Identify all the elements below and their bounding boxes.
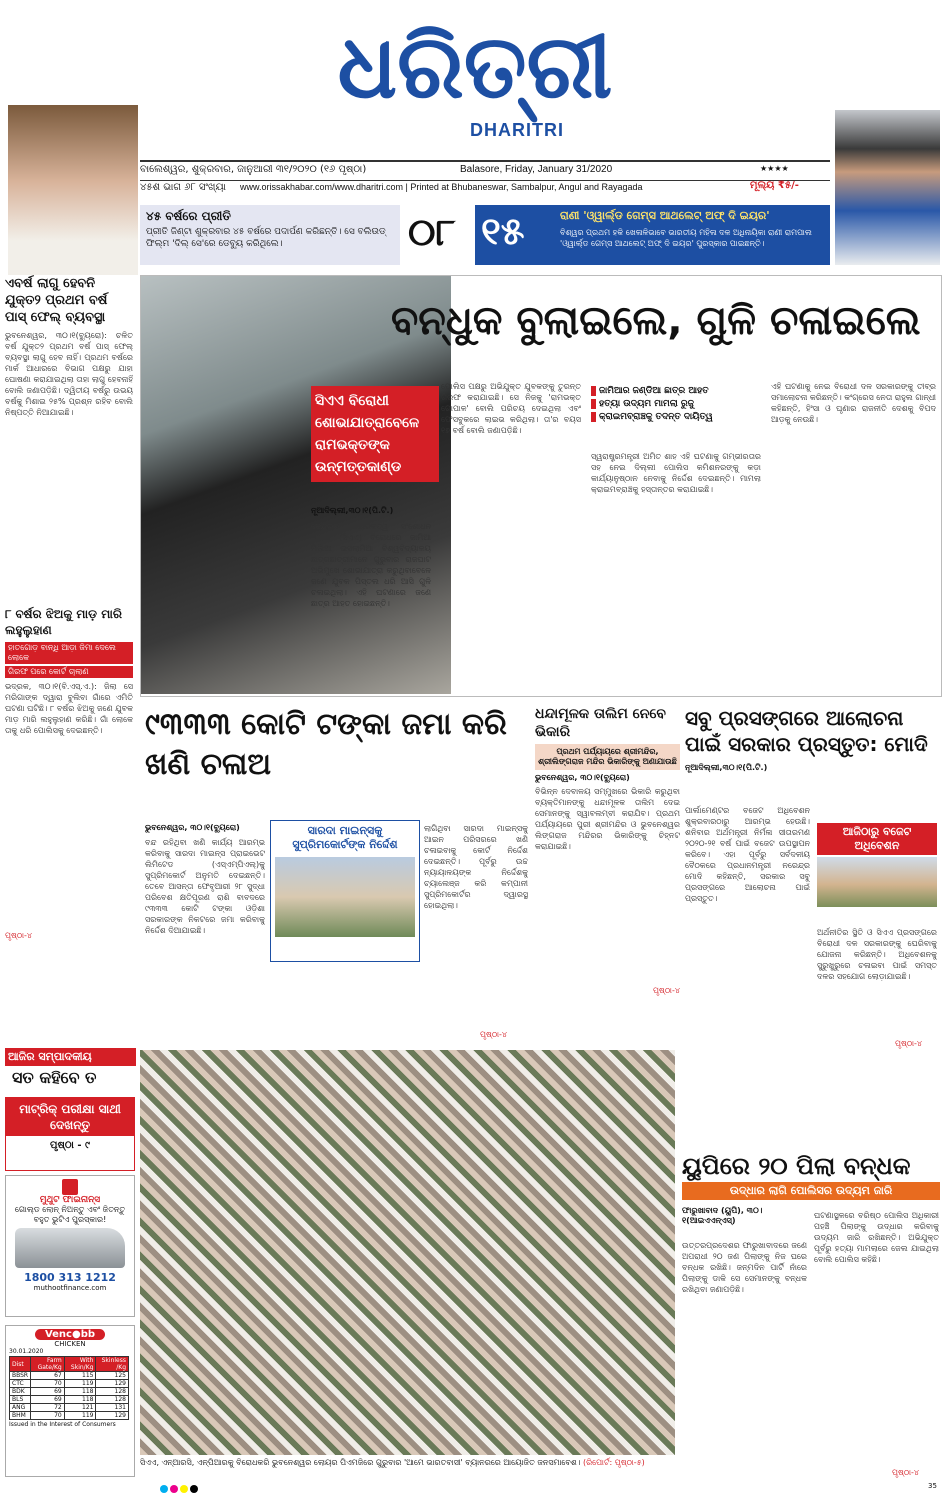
vencobb-box xyxy=(5,1325,135,1477)
up-body-2: ଘଟଣାସ୍ଥଳରେ ବରିଷ୍ଠ ପୋଲିସ ଅଧିକାରୀ ପହଞ୍ଚି ପିଲାଙ୍କୁ ଉଦ୍ଧାର କରିବାକୁ ଉଦ୍ୟମ ଜାରି ରଖିଛନ୍ତି। ଅଭିଯୁକ୍ତ ପୂର୍ବରୁ ହତ୍ୟା ମାମଲାରେ ଜେଲ ଯାଇଥିଲା ବୋଲି ପୋଲିସ କହିଛି। xyxy=(814,1211,939,1264)
up-story xyxy=(682,1150,940,1480)
mining-box xyxy=(270,820,420,962)
english-date: Balasore, Friday, January 31/2020 xyxy=(460,164,613,175)
lead-story xyxy=(140,275,942,697)
muthoot-brand: ମୁଥୁଟ ଫାଇନାନ୍ସ xyxy=(39,1195,101,1205)
cell: BLS xyxy=(10,1396,31,1404)
mining-story xyxy=(140,705,530,1045)
left-bullet-1: ହାତଗୋଡ଼ ବାନ୍ଧି ଆଡ଼ା ଜିମା ଦେଲେ ଲୋକେ xyxy=(5,642,133,664)
teaser-left[interactable] xyxy=(140,205,400,265)
table-row xyxy=(10,1396,129,1404)
cell: 121 xyxy=(64,1404,96,1412)
mining-headline[interactable]: ୯୩୩୩ କୋଟି ଟଙ୍କା ଜମା କରି ଖଣି ଚଳାଅ xyxy=(145,707,507,782)
matric-page: ପୃଷ୍ଠା - ୯ xyxy=(50,1140,90,1151)
training-dateline: ଭୁବନେଶ୍ୱର, ୩୦।୧(ବ୍ୟୁରୋ) xyxy=(535,773,630,782)
cell: 119 xyxy=(64,1380,96,1388)
lead-col-4: ଏହି ଘଟଣାକୁ ନେଇ ବିରୋଧୀ ଦଳ ସରକାରଙ୍କୁ ତୀବ୍ର ସମାଲୋଚନା କରିଛନ୍ତି। କଂଗ୍ରେସ ନେତା ରାହୁଲ ଗାନ୍ଧୀ କହିଛନ୍ତି, ହିଂସା ଓ ଘୃଣାର ରାଜନୀତି ଦେଶକୁ ବିପଦ ଆଡ଼କୁ ନେଉଛି। xyxy=(771,382,936,424)
issue-bar xyxy=(140,180,860,196)
edition-stars: ★★★★ xyxy=(760,164,789,173)
crowd-photo xyxy=(140,1050,675,1455)
lead-bullets xyxy=(591,386,761,422)
table-row xyxy=(10,1412,129,1420)
cell: 67 xyxy=(31,1372,65,1380)
left-continued[interactable]: ପୃଷ୍ଠା-୪ xyxy=(5,931,33,940)
teaser-left-title: ୪୫ ବର୍ଷରେ ପ୍ରୀତି xyxy=(146,209,231,223)
matric-box[interactable] xyxy=(5,1097,135,1171)
cell: 70 xyxy=(31,1380,65,1388)
masthead-logo xyxy=(290,12,660,132)
cell: 119 xyxy=(64,1412,96,1420)
muthoot-site: muthootfinance.com xyxy=(33,1284,107,1292)
cell: 131 xyxy=(96,1404,129,1412)
cell: 118 xyxy=(64,1396,96,1404)
cell: 69 xyxy=(31,1388,65,1396)
lead-bullet-2: ହତ୍ୟା ଉଦ୍ୟମ ମାମଲା ରୁଜୁ xyxy=(591,399,761,409)
price: ମୂଲ୍ୟ ₹୫/- xyxy=(750,180,799,191)
vencobb-date: 30.01.2020 xyxy=(9,1348,44,1355)
vencobb-brand: Venc●bb xyxy=(35,1329,105,1340)
training-continued[interactable]: ପୃଷ୍ଠା-୪ xyxy=(652,986,680,995)
cell: BBSR xyxy=(10,1372,31,1380)
editorial-label: ଆଜିର ସମ୍ପାଦକୀୟ xyxy=(5,1048,136,1066)
photo-caption-text: ସିଏଏ, ଏନ୍‌ଆରସି, ଏନ୍‌ପିଆରକୁ ବିରୋଧକରି ଭୁବନେଶ୍ୱର ଲୋୟର ପିଏମଜିରେ ଗୁରୁବାର 'ଆମେ ଭାରତବାସୀ' ବ୍ୟାନରରେ ଆୟୋଜିତ ଜନସମାବେଶ। xyxy=(140,1458,581,1467)
cell: CTC xyxy=(10,1380,31,1388)
lead-bullet-1: ଜାମିଆର ଜଣ୍ଡିଆ ଛାତ୍ର ଆହତ xyxy=(591,386,761,396)
teaser-page-left: ୦୮ xyxy=(408,210,456,254)
header-cell: Dist xyxy=(10,1357,31,1372)
mining-continued[interactable]: ପୃଷ୍ଠା-୪ xyxy=(480,1030,508,1039)
cell: 128 xyxy=(96,1388,129,1396)
teaser-left-body: ପ୍ରୀତି ଜିଣ୍ଟା ଶୁକ୍ରବାର ୪୫ ବର୍ଷରେ ପଦାର୍ପଣ କରିଛନ୍ତି। ସେ ବଲିଉଡ୍ ଫିଲ୍ମ 'ଦିଲ୍ ସେ'ରେ ଡେବ୍ୟୁ କରିଥିଲେ। xyxy=(146,227,386,249)
mining-dateline: ଭୁବନେଶ୍ୱର, ୩୦।୧(ବ୍ୟୁରୋ) xyxy=(145,823,240,832)
header-cell: Skinless /Kg xyxy=(96,1357,129,1372)
modi-body-2: ଅର୍ଥନୀତିର ସ୍ଥିତି ଓ ସିଏଏ ପ୍ରସଙ୍ଗରେ ବିରୋଧୀ ଦଳ ସରକାରଙ୍କୁ ଘେରିବାକୁ ଯୋଜନା କରିଛନ୍ତି। ଅଧିବେଶନକୁ ସୁରୁଖୁରୁରେ ଚଳାଇବା ପାଇଁ ସମସ୍ତ ଦଳର ସହଯୋଗ ଲୋଡ଼ାଯାଇଛି। xyxy=(817,928,937,981)
left-body: ଭୁବନେଶ୍ୱର, ୩୦।୧(ବ୍ୟୁରୋ): ଚଳିତ ବର୍ଷ ଯୁକ୍ତ୨ ପ୍ରଥମ ବର୍ଷ ପାସ୍ ଫେଲ୍ ବ୍ୟବସ୍ଥା ଲାଗୁ ହେବ ନାହିଁ। ପ୍ରଥମ ବର୍ଷରେ ମାର୍କ ଆଧାରରେ ବିଭାଗ ପକ୍ଷରୁ ଯାହା ଘୋଷଣା କରାଯାଇଥିଲା ତାହା ଲାଗୁ ହେବନାହିଁ ବୋଲି ଜଣାପଡ଼ିଛି। ଦ୍ୱିତୀୟ ବର୍ଷରୁ ଉଭୟ ବର୍ଷକୁ ମିଶାଇ ୨୫% ପ୍ରଶ୍ନ ରହିବ ବୋଲି ନିଷ୍ପତ୍ତି ନିଆଯାଇଛି। xyxy=(5,331,133,417)
matric-title: ମାଟ୍ରିକ୍ ପରୀକ୍ଷା ସାଥୀ ଦେଖନ୍ତୁ xyxy=(6,1098,134,1136)
teaser-page-right: ୧୫ xyxy=(481,209,525,253)
cell: 69 xyxy=(31,1396,65,1404)
table-row xyxy=(10,1372,129,1380)
up-subhead: ଉଦ୍ଧାର ଲାଗି ପୋଲିସର ଉଦ୍ୟମ ଜାରି xyxy=(682,1182,940,1200)
lead-col-3: ସ୍ୱରାଷ୍ଟ୍ରମନ୍ତ୍ରୀ ଅମିତ ଶାହ ଏହି ଘଟଣାକୁ ଗମ୍ଭୀରତାର ସହ ନେଇ ଦିଲ୍ଲୀ ପୋଲିସ କମିଶନରଙ୍କୁ କଡ଼ା କାର୍ଯ୍ୟାନୁଷ୍ଠାନ ନେବାକୁ ନିର୍ଦ୍ଦେଶ ଦେଇଛନ୍ତି। ମାମଲା କ୍ରାଇମବ୍ରାଞ୍ଚକୁ ହସ୍ତାନ୍ତର କରାଯାଇଛି। xyxy=(591,452,761,494)
photo-credit[interactable]: (ରିପୋର୍ଟ: ପୃଷ୍ଠା-୫) xyxy=(582,1458,645,1467)
modi-headline[interactable]: ସବୁ ପ୍ରସଙ୍ଗରେ ଆଲୋଚନା ପାଇଁ ସରକାର ପ୍ରସ୍ତୁତ: ମୋଦି xyxy=(685,706,928,756)
training-body: ବିଭିନ୍ନ ଦେବାଳୟ ସମ୍ମୁଖରେ ଭିକାରି କରୁଥିବା ବ୍ୟକ୍ତିମାନଙ୍କୁ ଧନ୍ଦାମୂଳକ ତାଲିମ ଦେଇ ସେମାନଙ୍କୁ ସ୍ୱାବଲମ୍ବୀ କରାଯିବ। ପ୍ରଥମ ପର୍ଯ୍ୟାୟରେ ପୁରୀ ଶ୍ରୀମନ୍ଦିର ଓ ଭୁବନେଶ୍ୱର ଲିଙ୍ଗରାଜ ମନ୍ଦିରର ଭିକାରିଙ୍କୁ ଚିହ୍ନଟ କରାଯାଇଛି। xyxy=(535,787,680,851)
photo-caption xyxy=(140,1458,675,1468)
page-number: 35 xyxy=(928,1482,937,1490)
table-row xyxy=(10,1404,129,1412)
left-column xyxy=(5,275,133,941)
header-cell: With Skin/Kg xyxy=(64,1357,96,1372)
lead-headline[interactable]: ବନ୍ଧୁକ ବୁଲାଇଲେ, ଗୁଳି ଚଳାଇଲେ xyxy=(391,298,921,344)
muthoot-ad[interactable] xyxy=(5,1175,135,1317)
modi-dateline: ନୂଆଦିଲ୍ଲୀ,୩୦।୧(ପି.ଟି.) xyxy=(685,763,768,772)
vencobb-footer: Issued in the Interest of Consumers xyxy=(9,1421,116,1428)
muthoot-logo-icon xyxy=(62,1179,78,1195)
cell: 72 xyxy=(31,1404,65,1412)
modi-continued[interactable]: ପୃଷ୍ଠା-୪ xyxy=(895,1039,923,1048)
lead-dateline: ନୂଆଦିଲ୍ଲୀ,୩୦।୧(ପି.ଟି.) xyxy=(311,506,394,515)
header-cell: Farm Gate/Kg xyxy=(31,1357,65,1372)
issue-number: ୪୫ଶ ଭାଗ ୬୮ ସଂଖ୍ୟା xyxy=(140,182,227,193)
lead-bullet-3: କ୍ରାଇମବ୍ରାଞ୍ଚକୁ ତଦନ୍ତ ଦାୟିତ୍ୱ xyxy=(591,412,761,422)
teaser-right-body: ବିଶ୍ୱର ପ୍ରଥମ ହକି ଖେଳାଳିଭାବେ ଭାରତୀୟ ମହିଳା ଦଳ ଅଧିନାୟିକା ରାଣୀ ରାମପାଲ 'ଓ୍ୱାର୍ଲ୍ଡ ଗେମ୍ସ ଆଥଲେଟ୍ ଅଫ୍ ଦି ଇୟର' ପୁରସ୍କାର ପାଇଛନ୍ତି। xyxy=(560,228,812,248)
yellow-dot xyxy=(180,1485,188,1493)
cell: 115 xyxy=(64,1372,96,1380)
car-image xyxy=(15,1228,125,1268)
cyan-dot xyxy=(160,1485,168,1493)
training-headline[interactable]: ଧନ୍ଦାମୂଳକ ତାଲିମ ନେବେ ଭିକାରି xyxy=(535,706,666,740)
logo-text: ଧରିତ୍ରୀ xyxy=(337,15,613,118)
modi-story xyxy=(685,705,940,1050)
cell: 129 xyxy=(96,1412,129,1420)
training-subhead: ପ୍ରଥମ ପର୍ଯ୍ୟାୟରେ ଶ୍ରୀମନ୍ଦିର, ଶ୍ରୀଲିଙ୍ଗରାଜ ମନ୍ଦିର ଭିକାରିଙ୍କୁ ଅଣାଯାଉଛି xyxy=(535,744,680,770)
mining-body-1: ବନ୍ଦ ରହିଥିବା ଖଣି କାର୍ଯ୍ୟ ଆରମ୍ଭ କରିବାକୁ ସାରଦା ମାଇନ୍ସ ପ୍ରାଇଭେଟ ଲିମିଟେଡ (ଏସ୍‌ଏମ୍‌ପିଏଲ୍)କୁ ସୁପ୍ରିମକୋର୍ଟ ଅନୁମତି ଦେଇଛନ୍ତି। ତେବେ ଆସନ୍ତା ଫେବୃଆରୀ ୨୮ ସୁଦ୍ଧା ପରିବେଶ କ୍ଷତିପୂରଣ ରାଶି ବାବଦରେ ୯୩୩୩ କୋଟି ଟଙ୍କା ଓଡ଼ିଶା ସରକାରଙ୍କ ନିକଟରେ ଜମା କରିବାକୁ ନିର୍ଦ୍ଦେଶ ଦିଆଯାଇଛି। xyxy=(145,838,265,935)
websites-line: www.orissakhabar.com/www.dharitri.com | Printed at Bhubaneswar, Sambalpur, Angul and Rayagada xyxy=(240,182,643,192)
cell: BHM xyxy=(10,1412,31,1420)
cell: ANG xyxy=(10,1404,31,1412)
lead-col-2: ପୋଲିସ ପକ୍ଷରୁ ଅଭିଯୁକ୍ତ ଯୁବକଙ୍କୁ ତୁରନ୍ତ ଗିରଫ କରାଯାଇଛି। ସେ ନିଜକୁ 'ରାମଭକ୍ତ ଗୋପାଳ' ବୋଲି ପରିଚୟ ଦେଇଥିଲା ଏବଂ ଫେସବୁକରେ ଲାଇଭ କରିଥିଲା। ତା'ର ବୟସ ୧୭ ବର୍ଷ ବୋଲି ଜଣାପଡ଼ିଛି। xyxy=(441,382,581,435)
mining-box-label: ସାରଦା ମାଇନ୍ସକୁ ସୁପ୍ରିମକୋର୍ଟଙ୍କ ନିର୍ଦ୍ଦେଶ xyxy=(292,824,398,851)
table-row xyxy=(10,1388,129,1396)
magenta-dot xyxy=(170,1485,178,1493)
left-headline[interactable]: ଏବର୍ଷ ଲାଗୁ ହେବନି ଯୁକ୍ତ୨ ପ୍ରଥମ ବର୍ଷ ପାସ୍ ଫେଲ୍ ବ୍ୟବସ୍ଥା xyxy=(5,276,108,325)
modi-body-1: ପାର୍ଲାମେଣ୍ଟର ବଜେଟ ଅଧିବେଶନ ଶୁକ୍ରବାରଠାରୁ ଆରମ୍ଭ ହେଉଛି। ଶନିବାର ଅର୍ଥମନ୍ତ୍ରୀ ନିର୍ମଳା ସୀତାରମଣ ୨୦୨୦-୨୧ ବର୍ଷ ପାଇଁ ବଜେଟ ଉପସ୍ଥାପନ କରିବେ। ଏହା ପୂର୍ବରୁ ସର୍ବଦଳୀୟ ବୈଠକରେ ପ୍ରଧାନମନ୍ତ୍ରୀ ନରେନ୍ଦ୍ର ମୋଦି କହିଛନ୍ତି, ସରକାର ସବୁ ପ୍ରସଙ୍ଗରେ ଆଲୋଚନା ପାଇଁ ପ୍ରସ୍ତୁତ। xyxy=(685,806,810,903)
cell: 70 xyxy=(31,1412,65,1420)
cell: BDK xyxy=(10,1388,31,1396)
parliament-photo xyxy=(817,857,937,907)
cell: 128 xyxy=(96,1396,129,1404)
teaser-right[interactable] xyxy=(475,205,830,265)
table-row xyxy=(10,1380,129,1388)
up-headline[interactable]: ୟୁପିରେ ୨୦ ପିଲା ବନ୍ଧକ xyxy=(682,1152,911,1180)
preity-zinta-photo xyxy=(8,105,138,275)
left-second-body: ଭଦ୍ରକ, ୩୦।୧(ବି.ଏସ୍.ଏ.): ଜିଲା ସେ ମରିଗାଙ୍କ ଦ୍ୱାରା ବୁଲିବା ଗାଁରେ ଏମିତି ଘଟଣା ଘଟିଛି। ୮ ବର୍ଷର ଝିଅକୁ ଜଣେ ଯୁବକ ମାଡ଼ ମାରି ଲହୁଲୁହାଣ କରିଛି। ଗାଁ ଲୋକେ ତାକୁ ଧରି ପୋଲିସକୁ ଦେଇଛନ୍ତି। xyxy=(5,682,133,735)
color-registration xyxy=(160,1478,860,1490)
odia-date: ବାଲେଶ୍ୱର, ଶୁକ୍ରବାର, ଜାନୁଆରୀ ୩୧/୨୦୨୦ (୧୬ ପୃଷ୍ଠା) xyxy=(140,164,367,175)
left-bullet-2: ଗିରଫ ପରେ କୋର୍ଟ ଚାଲାଣ xyxy=(5,666,133,678)
mining-body-2: ଲାଗିଥିବା ସାରଦା ମାଇନ୍ସକୁ ଆଇନ ପରିସରରେ ଖଣି ଚଳାଇବାକୁ କୋର୍ଟ ନିର୍ଦ୍ଦେଶ ଦେଇଛନ୍ତି। ପୂର୍ବରୁ ଉଚ୍ଚ ନ୍ୟାୟାଳୟଙ୍କ ନିର୍ଦ୍ଦେଶକୁ ଚ୍ୟାଲେଞ୍ଜ କରି କମ୍ପାନୀ ସୁପ୍ରିମକୋର୍ଟର ଦ୍ୱାରସ୍ଥ ହୋଇଥିଲା। xyxy=(424,824,528,910)
lead-col-1: କେନ୍ଦ୍ରର ନାଗରିକତ୍ୱ ସଂଶୋଧନ ଆଇନ (ସିଏଏ) ବିରୋଧରେ ଜାମିଆ ମିଲିଆ ଇସଲାମିଆ ବିଶ୍ୱବିଦ୍ୟାଳୟ ଛାତ୍ରଛାତ୍ରୀମାନେ ଗୁରୁବାର ରାଜଘାଟ ଅଭିମୁଖେ ଶୋଭାଯାତ୍ରା କରୁଥିବାବେଳେ ଜଣେ ଯୁବକ ପିସ୍ତଲ ଧରି ଆସି ଗୁଳି ଚଳାଇଥିଲା। ଏହି ଘଟଣାରେ ଜଣେ ଛାତ୍ର ଆହତ ହୋଇଛନ୍ତି। xyxy=(311,522,431,608)
black-dot xyxy=(190,1485,198,1493)
left-second-headline[interactable]: ୮ ବର୍ଷର ଝିଅକୁ ମାଡ଼ ମାରି ଲହୁଲୁହାଣ xyxy=(5,607,123,637)
muthoot-phone: 1800 313 1212 xyxy=(24,1271,116,1284)
up-dateline: ଫାରୁଖାବାଦ (ୟୁପି), ୩୦।୧(ଆଇଏଏନ୍‌ଏସ୍) xyxy=(682,1206,763,1225)
supreme-court-photo xyxy=(275,857,415,937)
teaser-right-title: ରାଣୀ 'ଓ୍ୱାର୍ଲ୍ଡ ଗେମ୍ସ ଆଥଲେଟ୍ ଅଫ୍ ଦି ଇୟର' xyxy=(560,209,770,222)
training-story xyxy=(535,705,680,1045)
budget-box xyxy=(817,823,937,923)
chicken-price-table xyxy=(9,1356,129,1420)
up-body-1: ଉତ୍ତରପ୍ରଦେଶର ଫାରୁଖାବାଦରେ ଜଣେ ଅପରାଧୀ ୨୦ ଜଣ ପିଲାଙ୍କୁ ନିଜ ଘରେ ବନ୍ଧକ ରଖିଛି। ଜନ୍ମଦିନ ପାର୍ଟି ନାଁରେ ପିଲାଙ୍କୁ ଡାକି ସେ ସେମାନଙ୍କୁ ବନ୍ଧକ ରଖିଥିବା ଜଣାପଡ଼ିଛି। xyxy=(682,1241,807,1294)
cell: 118 xyxy=(64,1388,96,1396)
muthoot-text: ଗୋଲ୍ଡ ଲୋନ୍ ନିଅନ୍ତୁ ଏବଂ ଜିତନ୍ତୁ ବହୁତ ଭୁଟିଏ ପୁରସ୍କାର! xyxy=(14,1205,126,1224)
logo-latin: DHARITRI xyxy=(470,120,564,140)
chicken-table-header xyxy=(10,1357,129,1372)
budget-label: ଆଜିଠାରୁ ବଜେଟ ଅଧିବେଶନ xyxy=(817,823,937,855)
editorial-title[interactable]: ସତ କହିବେ ତ xyxy=(12,1068,97,1087)
up-continued[interactable]: ପୃଷ୍ଠା-୪ xyxy=(892,1468,920,1477)
lead-red-box: ସିଏଏ ବିରୋଧୀ ଶୋଭାଯାତ୍ରାବେଳେ ରାମଭକ୍ତଙ୍କ ଉନ୍ମତ୍ତକାଣ୍ଡ xyxy=(311,386,439,482)
cell: 129 xyxy=(96,1380,129,1388)
cell: 125 xyxy=(96,1372,129,1380)
vencobb-sub: CHICKEN xyxy=(54,1340,86,1348)
dateline-bar xyxy=(140,160,830,181)
